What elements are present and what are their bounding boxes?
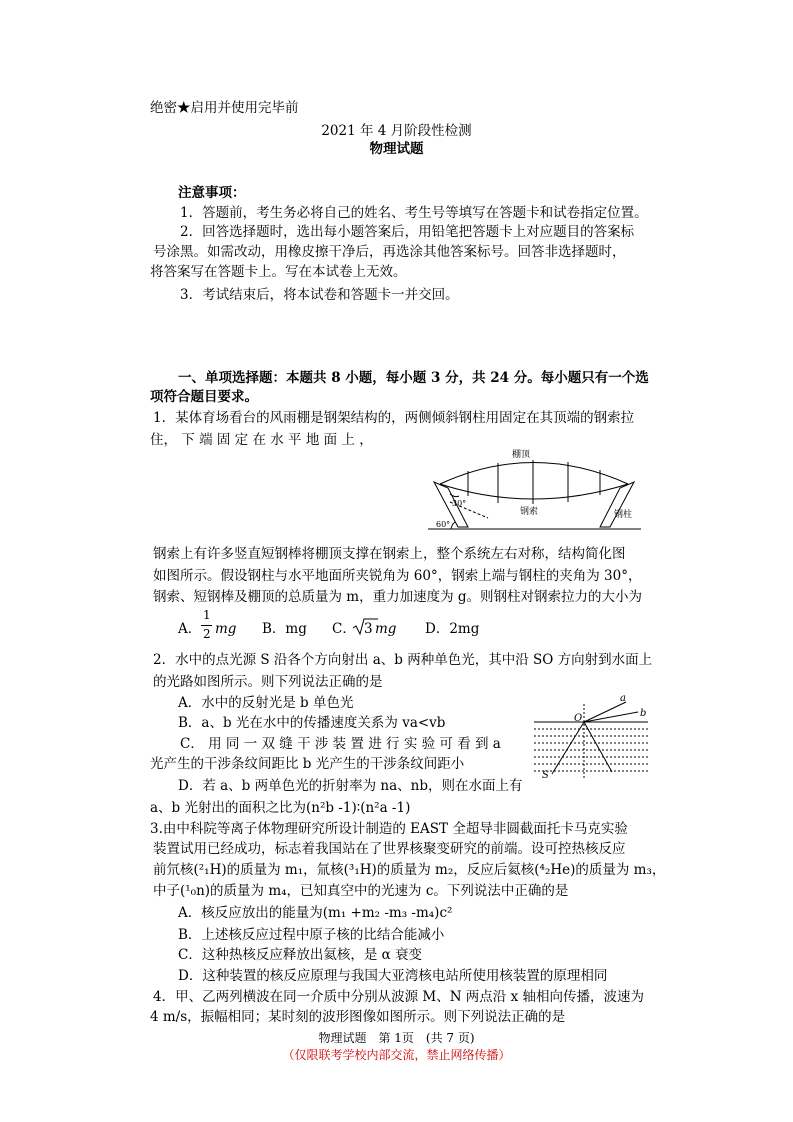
q1-option-a-tail: mg (215, 621, 237, 637)
q1-line4: 如图所示。假设钢柱与水平地面所夹锐角为 60°，钢索上端与钢柱的夹角为 30°， (153, 568, 642, 584)
q3-option-a: A．核反应放出的能量为(m₁ +m₂ -m₃ -m₄)c² (178, 905, 453, 921)
q1-option-c-label: C． (332, 621, 356, 637)
q1-line2: 住， 下 端 固 定 在 水 平 地 面 上 ， (150, 432, 373, 448)
page-footer: 物理试题 第 1页 (共 7 页) (318, 1031, 475, 1045)
source-s-label: S (542, 770, 549, 781)
point-o-label: O (574, 713, 583, 724)
q1-option-d: D．2mg (425, 621, 480, 637)
refracted-ray-a (584, 702, 626, 722)
q2-option-b: B．a、b 光在水中的传播速度关系为 va<vb (178, 715, 446, 731)
refracted-ray-b (584, 712, 638, 722)
q3-option-b: B．上述核反应过程中原子核的比结合能减小 (178, 927, 445, 943)
q2-refraction-diagram (532, 692, 652, 784)
q1-canopy-diagram (428, 446, 643, 534)
q1-line1: 1．某体育场看台的风雨棚是钢架结构的，两侧倾斜钢柱用固定在其顶端的钢索拉 (153, 410, 635, 426)
notice-item-3: 3．考试结束后，将本试卷和答题卡一并交回。 (180, 287, 459, 303)
q3-option-c: C．这种热核反应释放出氦核，是 α 衰变 (178, 947, 423, 963)
q1-option-b: B．mg (262, 621, 307, 637)
angle-60-label: 60° (436, 520, 451, 529)
q2-option-c-2: 光产生的干涉条纹间距比 b 光产生的干涉条纹间距小 (150, 756, 465, 772)
q2-line1: 2．水中的点光源 S 沿各个方向射出 a、b 两种单色光，其中沿 SO 方向射到水面上 (153, 652, 653, 668)
q3-line3: 前氘核(²₁H)的质量为 m₁，氚核(³₁H)的质量为 m₂，反应后氦核(⁴₂He)的质量为 m₃， (153, 862, 666, 878)
q2-option-d-2: a、b 光射出的面积之比为(n²b -1)∶(n²a -1) (150, 800, 411, 816)
q2-option-a: A．水中的反射光是 b 单色光 (178, 695, 354, 711)
q2-line2: 的光路如图所示。则下列说法正确的是 (153, 674, 383, 690)
ray-b-label: b (640, 708, 647, 719)
notice-title: 注意事项： (178, 185, 246, 201)
q3-line4: 中子(¹₀n)的质量为 m₄，已知真空中的光速为 c。下列说法中正确的是 (153, 883, 569, 899)
q1-option-c-radicand: 3 (364, 621, 373, 637)
exam-title: 2021 年 4 月阶段性检测 (321, 123, 472, 139)
q3-line2: 装置试用已经成功，标志着我国站在了世界核聚变研究的前端。设可控热核反应 (153, 841, 626, 857)
q4-line1: 4．甲、乙两列横波在同一介质中分别从波源 M、N 两点沿 x 轴相向传播，波速为 (153, 989, 645, 1005)
q2-option-d-1: D．若 a、b 两单色光的折射率为 na、nb，则在水面上有 (178, 778, 523, 794)
right-pillar (600, 482, 634, 527)
q3-option-d: D．这种装置的核反应原理与我国大亚湾核电站所使用核装置的原理相同 (178, 968, 608, 984)
q1-fraction-bar (201, 625, 212, 626)
ray-a-label: a (620, 693, 626, 704)
notice-item-2a: 2．回答选择题时，选出每小题答案后，用铅笔把答题卡上对应题目的答案标 (180, 224, 635, 240)
q1-option-a-label: A． (178, 621, 202, 637)
q1-option-a-denominator: 2 (203, 627, 211, 641)
notice-item-1: 1．答题前，考生务必将自己的姓名、考生号等填写在答题卡和试卷指定位置。 (180, 205, 648, 221)
notice-item-2c: 将答案写在答题卡上。写在本试卷上无效。 (150, 264, 407, 280)
secret-label: 绝密★启用并使用完毕前 (150, 100, 299, 116)
distribution-note: （仅限联考学校内部交流，禁止网络传播） (282, 1048, 511, 1062)
section1-line2: 项符合题目要求。 (150, 389, 258, 405)
section1-line1: 一、单项选择题：本题共 8 小题，每小题 3 分，共 24 分。每小题只有一个选 (178, 370, 649, 386)
q1-option-c-tail: mg (375, 621, 397, 637)
notice-item-2b: 号涂黑。如需改动，用橡皮擦干净后，再选涂其他答案标号。回答非选择题时， (153, 244, 626, 260)
q1-line5: 钢索、短钢棒及棚顶的总质量为 m，重力加速度为 g。则钢柱对钢索拉力的大小为 (153, 589, 643, 605)
q3-line1: 3.由中科院等离子体物理研究所设计制造的 EAST 全超导非圆截面托卡马克实验 (150, 821, 628, 837)
q4-line2: 4 m/s，振幅相同；某时刻的波形图像如图所示。则下列说法正确的是 (150, 1009, 566, 1025)
q1-line3: 钢索上有许多竖直短钢棒将棚顶支撑在钢索上，整个系统左右对称，结构简化图 (153, 546, 626, 562)
angle-30-label: 30° (452, 499, 467, 508)
pillar-label: 钢柱 (614, 510, 633, 520)
incident-ray (552, 722, 584, 774)
roof-label: 棚顶 (512, 450, 531, 460)
q1-option-a-numerator: 1 (203, 608, 211, 622)
q2-option-c-1: C． 用 同 一 双 缝 干 涉 装 置 进 行 实 验 可 看 到 a (180, 736, 501, 752)
cable-label: 钢索 (520, 507, 539, 517)
subject-title: 物理试题 (369, 141, 424, 157)
